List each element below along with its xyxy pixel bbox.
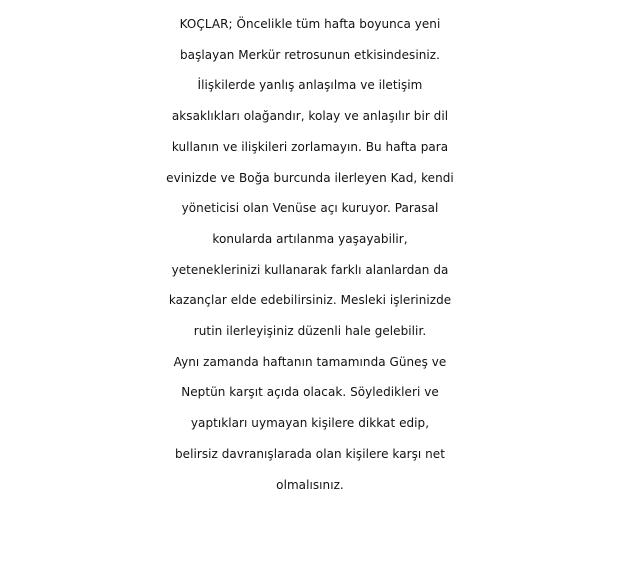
text-line-2: başlayan Merkür retrosunun etkisindesiniz. xyxy=(180,47,440,62)
text-line-9: yeteneklerinizi kullanarak farklı alanlardan da xyxy=(171,262,449,277)
text-line-8: konularda artılanma yaşayabilir, xyxy=(212,231,408,246)
text-line-10: kazançlar elde edebilirsiniz. Mesleki işlerinizde xyxy=(168,293,452,308)
text-line-11: rutin ilerleyişiniz düzenli hale gelebilir. xyxy=(193,324,427,339)
text-line-14: yaptıkları uymayan kişilere dikkat edip, xyxy=(190,416,430,431)
text-line-5: kullanın ve ilişkileri zorlamayın. Bu hafta para xyxy=(171,139,449,154)
text-line-16: olmalısınız. xyxy=(276,477,344,492)
text-line-7: yöneticisi olan Venüse açı kuruyor. Parasal xyxy=(181,201,439,216)
text-line-15: belirsiz davranışlarada olan kişilere karşı net xyxy=(175,446,445,461)
text-line-3: İlişkilerde yanlış anlaşılma ve iletişim xyxy=(197,78,423,93)
text-line-4: aksaklıkları olağandır, kolay ve anlaşılır bir dil xyxy=(171,109,449,124)
text-line-6: evinizde ve Boğa burcunda ilerleyen Kad, kendi xyxy=(166,170,454,185)
text-line-1: KOÇLAR; Öncelikle tüm hafta boyunca yeni xyxy=(179,17,441,31)
text-line-13: Neptün karşıt açıda olacak. Söyledikleri ve xyxy=(181,385,439,400)
text-line-12: Aynı zamanda haftanın tamamında Güneş ve xyxy=(173,354,447,369)
